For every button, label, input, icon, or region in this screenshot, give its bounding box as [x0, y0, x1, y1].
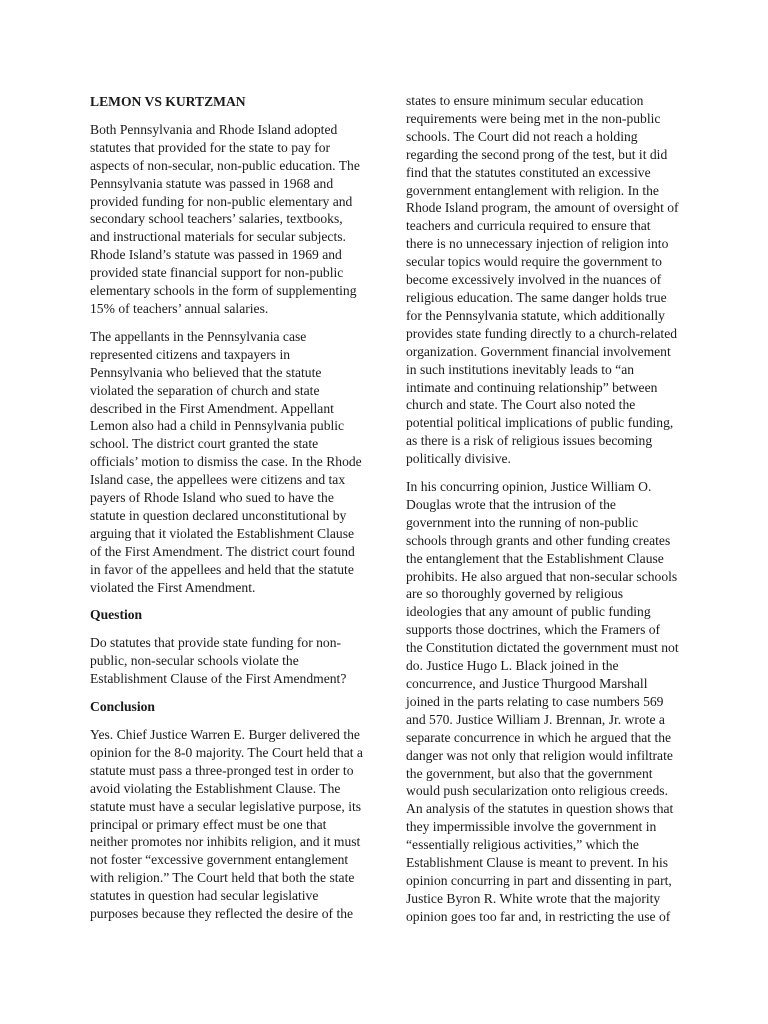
facts-paragraph-1: Both Pennsylvania and Rhode Island adopted statutes that provided for the state to pay for aspects of non-secular, non-public education. The Pennsylvania statute was passed in 1968 and provided funding for non-public elementary and secondary school teachers’ salaries, textbooks, and instructional materials for secular subjects. Rhode Island’s statute was passed in 1969 and provided state financial support for non-public elementary schools in the form of supplementing 15% of teachers’ annual salaries. — [90, 121, 360, 316]
left-column — [90, 93, 364, 933]
question-text: Do statutes that provide state funding for non-public, non-secular schools violate the Establishment Clause of the First Amendment? — [90, 635, 347, 687]
concurring-opinions-paragraph: In his concurring opinion, Justice William O. Douglas wrote that the intrusion of the government into the running of non-public schools through grants and other funding creates the entanglement that the Establishment Clause prohibits. He also argued that non-secular schools are so thoroughly governed by religious ideologies that any amount of public funding supports those doctrines, which the Framers of the Constitution dictated the government must not do. Justice Hugo L. Black joined in the concurrence, and Justice Thurgood Marshall joined in the parts relating to case numbers 569 and 570. Justice William J. Brennan, Jr. wrote a separate concurrence in which he argued that the danger was not only that religion would infiltrate the government, but also that the government would push secularization onto religious creeds. An analysis of the statutes in question shows that they impermissible involve the government in “essentially religious activities,” which the Establishment Clause is meant to prevent. In his opinion concurring in part and dissenting in part, Justice Byron R. White wrote that the majority opinion goes too far and, in restricting the use of — [406, 479, 679, 924]
question-heading: Question — [90, 607, 143, 623]
conclusion-text: Yes. Chief Justice Warren E. Burger delivered the opinion for the 8-0 majority. The Court held that a statute must pass a three-pronged test in order to avoid violating the Establishment Clause. The statute must have a secular legislative purpose, its principal or primary effect must be one that neither promotes nor inhibits religion, and it must not foster “excessive government entanglement with religion.” The Court held that both the state statutes in question had secular legislative purposes because they reflected the desire of the — [90, 727, 363, 922]
conclusion-heading: Conclusion — [90, 699, 155, 715]
document-title: LEMON VS KURTZMAN — [90, 94, 246, 109]
conclusion-continued-paragraph: states to ensure minimum secular education requirements were being met in the non-public schools. The Court did not reach a holding regarding the second prong of the test, but it did find that the statutes constituted an excessive government entanglement with religion. In the Rhode Island program, the amount of oversight of teachers and curricula required to ensure that there is no unnecessary injection of religion into secular topics would require the government to become excessively involved in the nuances of religious education. The same danger holds true for the Pennsylvania statute, which additionally provides state funding directly to a church-related organization. Government financial involvement in such institutions inevitably leads to “an intimate and continuing relationship” between church and state. The Court also noted the potential political implications of public funding, as there is a risk of religious issues becoming politically divisive. — [406, 93, 679, 467]
right-column — [406, 92, 680, 936]
facts-paragraph-2: The appellants in the Pennsylvania case represented citizens and taxpayers in Pennsylvania who believed that the statute violated the separation of church and state described in the First Amendment. Appellant Lemon also had a child in Pennsylvania public school. The district court granted the state officials’ motion to dismiss the case. In the Rhode Island case, the appellees were citizens and tax payers of Rhode Island who sued to have the statute in question declared unconstitutional by arguing that it violated the Establishment Clause of the First Amendment. The district court found in favor of the appellees and held that the statute violated the First Amendment. — [90, 328, 362, 595]
